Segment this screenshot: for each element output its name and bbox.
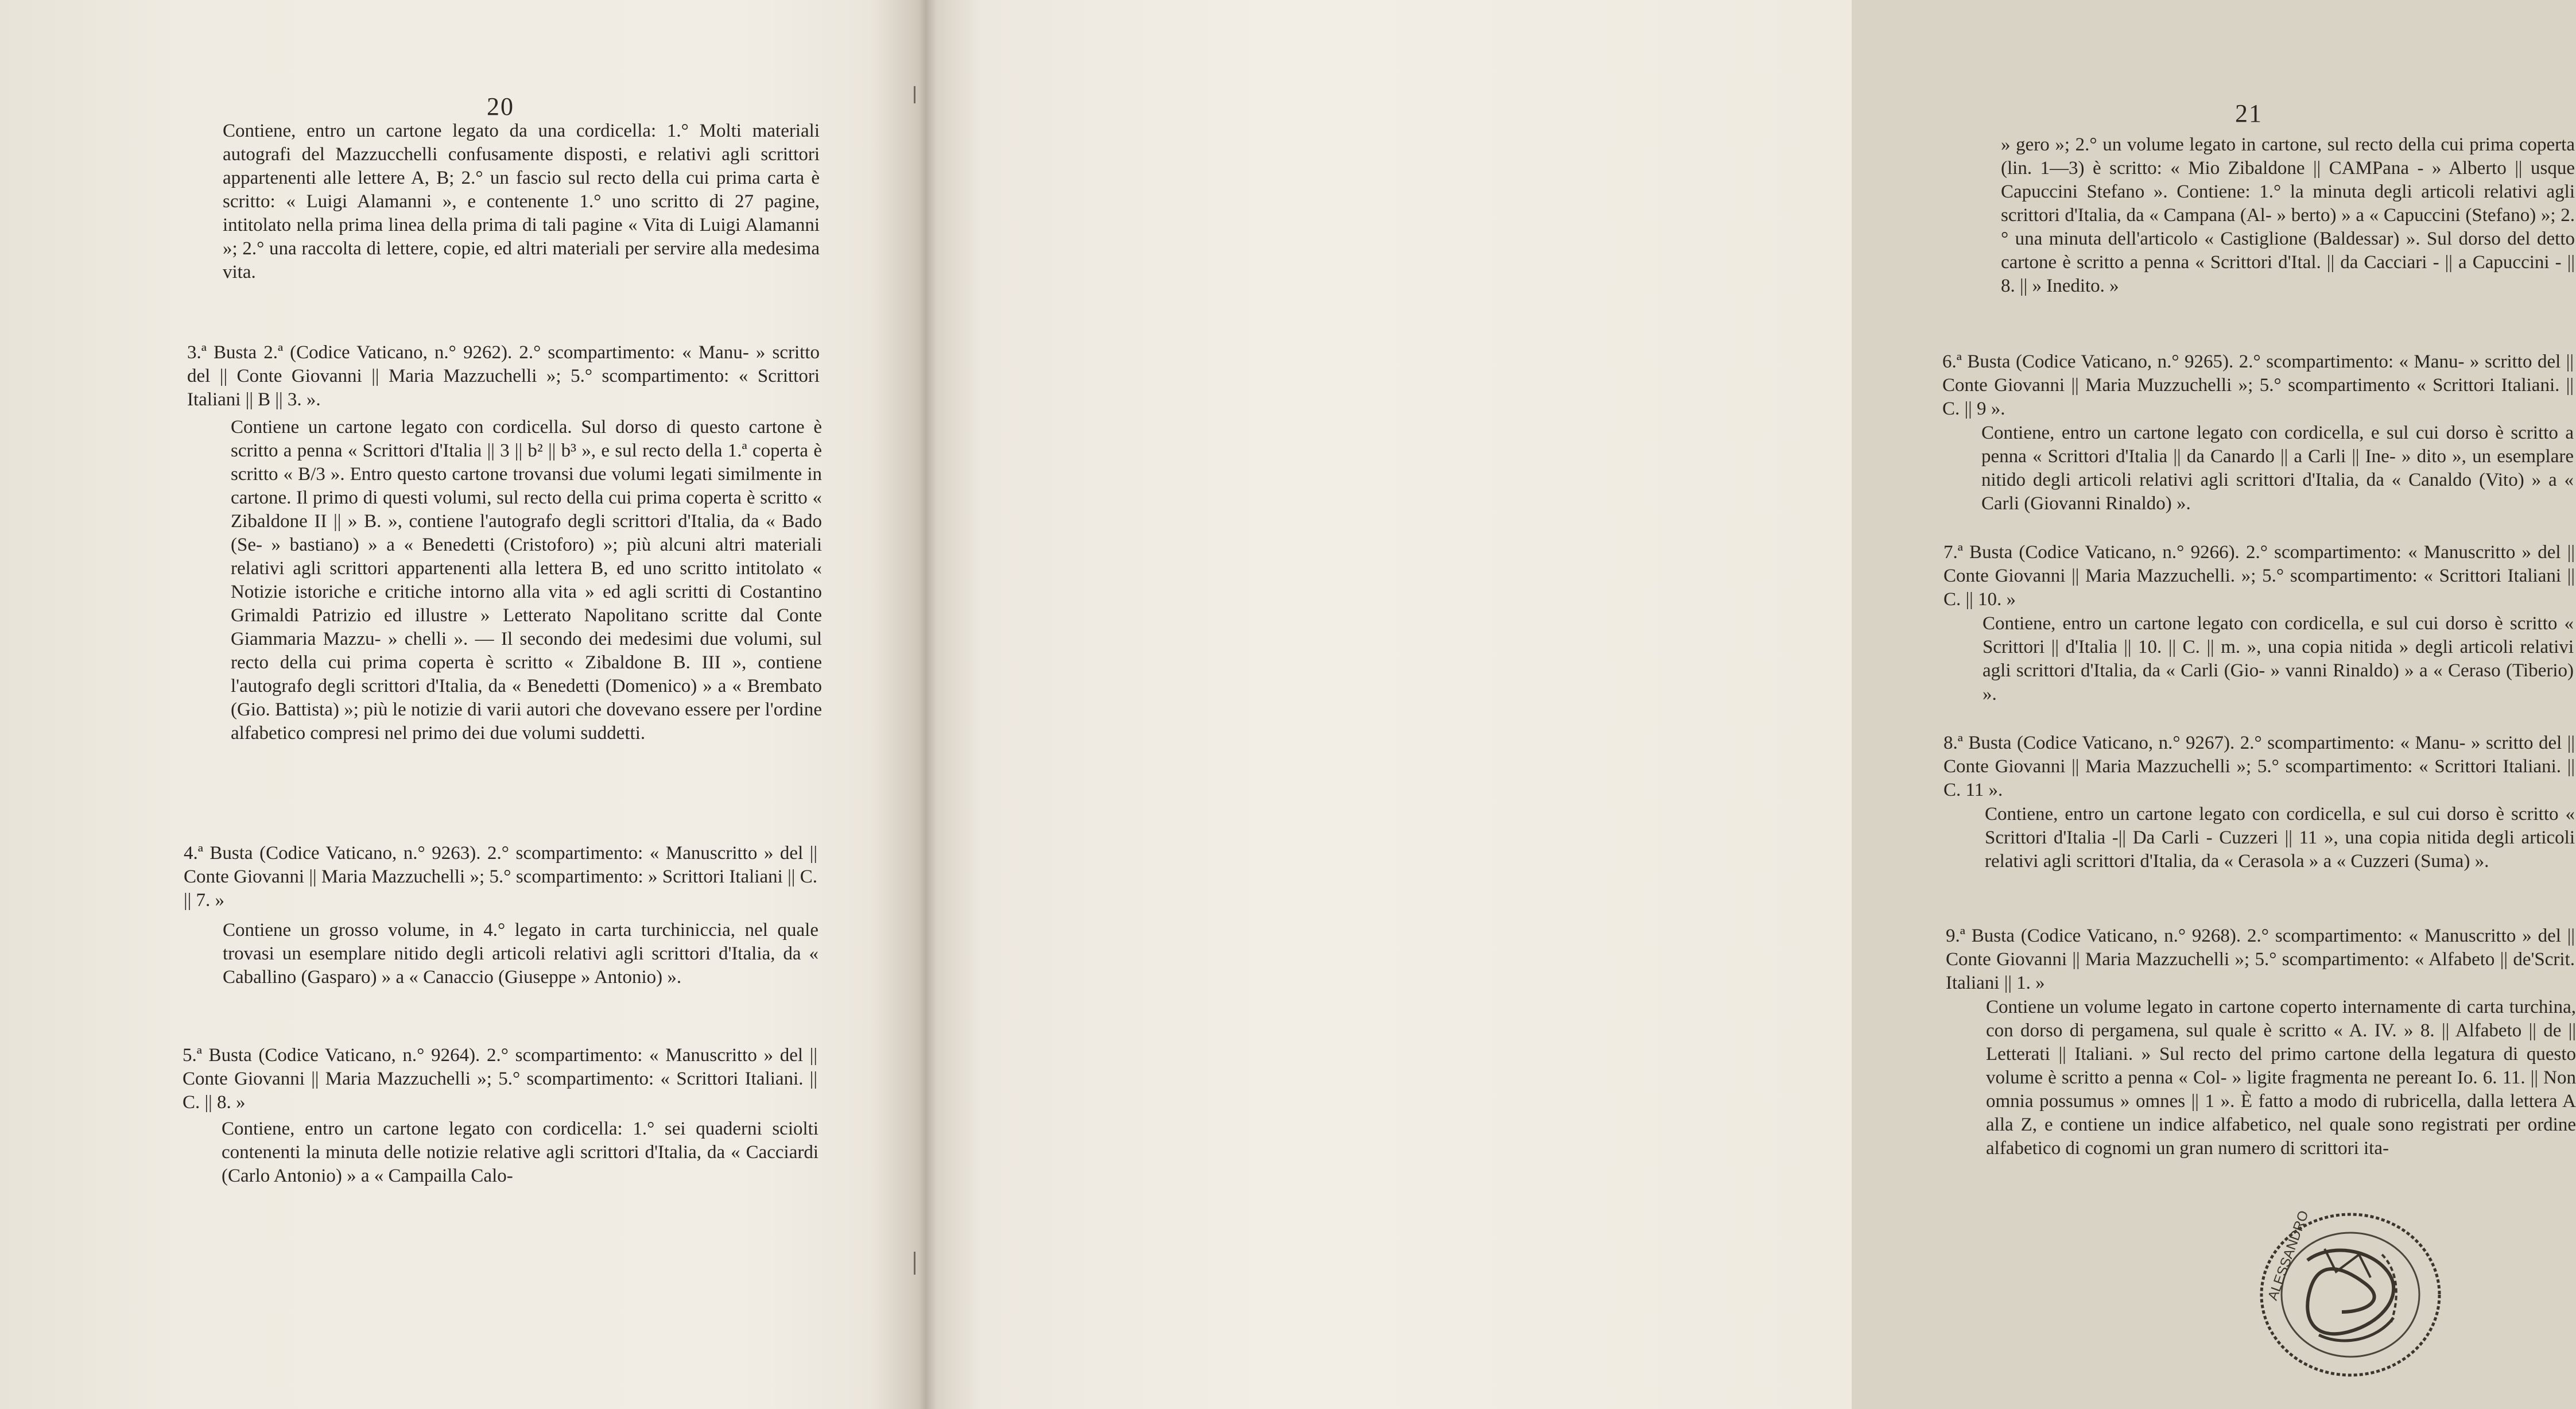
left-intro-paragraph: Contiene, entro un cartone legato da una cordicella: 1.° Molti materiali autografi del Mazzucchelli confusamente disposti, e relativi agli scrittori appartenenti alle lettere A, B; 2.° un fascio sul recto della cui prima carta è scritto: « Luigi Alamanni », e contenente 1.° uno scritto di 27 pagine, intitolato nella prima linea della prima di tali pagine « Vita di Luigi Alamanni »; 2.° una raccolta di lettere, copie, ed altri materiali per servire alla medesima vita.: [223, 121, 820, 282]
right-page-number: 21: [2235, 99, 2263, 127]
right-intro-paragraph: » gero »; 2.° un volume legato in cartone, sul recto della cui prima coperta (lin. 1—3) è scritto: « Mio Zibaldone || CAMPana - » Alberto || usque Capuccini Stefano ». Contiene: 1.° la minuta degli articoli relativi agli scrittori d'Italia, da « Campana (Al- » berto) » a « Capuccini (Stefano) »; 2.° una minuta dell'articolo « Castiglione (Baldessar) ». Sul dorso del detto cartone è scritto a penna « Scrittori d'Ital. || da Cacciari - || a Capuccini - || 8. || » Inedito. »: [2001, 134, 2575, 296]
left-page-number: 20: [487, 92, 514, 121]
entry-6-heading: 6.ª Busta (Codice Vaticano, n.° 9265). 2.° scompartimento: « Manu- » scritto del || Conte Giovanni || Maria Muzzuchelli »; 5.° scompartimento « Scrittori Italiani. || C. || 9 ».: [1942, 351, 2574, 419]
entry-7-heading: 7.ª Busta (Codice Vaticano, n.° 9266). 2.° scompartimento: « Manuscritto » del || Conte Giovanni || Maria Mazzuchelli. »; 5.° scompartimento: « Scrittori Italiani || C. || 10. »: [1943, 542, 2575, 610]
entry-8-body: Contiene, entro un cartone legato con cordicella, e sul cui dorso è scritto « Scrittori d'Italia -|| Da Carli - Cuzzeri || 11 », una copia nitida degli articoli relativi agli scrittori d'Italia, da « Cerasola » a « Cuzzeri (Suma) ».: [1985, 804, 2575, 872]
left-page: [0, 0, 918, 1409]
entry-3-heading: 3.ª Busta 2.ª (Codice Vaticano, n.° 9262). 2.° scompartimento: « Manu- » scritto del || Conte Giovanni || Maria Mazzuchelli »; 5.° scompartimento: « Scrittori Italiani || B || 3. ».: [187, 342, 820, 410]
entry-9-heading: 9.ª Busta (Codice Vaticano, n.° 9268). 2.° scompartimento: « Manuscritto » del || Conte Giovanni || Maria Mazzuchelli »; 5.° scompartimento: « Alfabeto || de'Scrit. Italiani || 1. »: [1946, 926, 2575, 993]
entry-4-heading: 4.ª Busta (Codice Vaticano, n.° 9263). 2.° scompartimento: « Manuscritto » del || Conte Giovanni || Maria Mazzuchelli »; 5.° scompartimento: » Scrittori Italiani || C. || 7. »: [184, 843, 817, 911]
entry-4-body: Contiene un grosso volume, in 4.° legato in carta turchiniccia, nel quale trovasi un esemplare nitido degli articoli relativi agli scrittori d'Italia, da « Caballino (Gasparo) » a « Canaccio (Giuseppe » Antonio) ».: [223, 920, 818, 988]
gutter-mark-bottom: [914, 1252, 915, 1275]
entry-7-body: Contiene, entro un cartone legato con cordicella, e sul cui dorso è scritto « Scrittori || d'Italia || 10. || C. || m. », una copia nitida » degli articoli relativi agli scrittori d'Italia, da « Carli (Gio- » vanni Rinaldo) » a « Ceraso (Tiberio) ».: [1983, 613, 2574, 704]
entry-5-body: Contiene, entro un cartone legato con cordicella: 1.° sei quaderni sciolti contenenti la minuta delle notizie relative agli scrittori d'Italia, da « Cacciardi (Carlo Antonio) » a « Campailla Calo-: [222, 1118, 818, 1186]
entry-3-body: Contiene un cartone legato con cordicella. Sul dorso di questo cartone è scritto a penna « Scrittori d'Italia || 3 || b² || b³ », e sul recto della 1.ª coperta è scritto « B/3 ». Entro questo cartone trovansi due volumi legati similmente in cartone. Il primo di questi volumi, sul recto della cui prima coperta è scritto « Zibaldone II || » B. », contiene l'autografo degli scrittori d'Italia, da « Bado (Se- » bastiano) » a « Benedetti (Cristoforo) »; più alcuni altri materiali relativi agli scrittori appartenenti alla lettera B, ed uno scritto intitolato « Notizie istoriche e critiche intorno alla vita » ed agli scritti di Costantino Grimaldi Patrizio ed illustre » Letterato Napolitano scritte dal Conte Giammaria Mazzu- » chelli ». — Il secondo dei medesimi due volumi, sul recto della cui prima coperta è scritto « Zibaldone B. III », contiene l'autografo degli scrittori d'Italia, da « Benedetti (Domenico) » a « Brembato (Gio. Battista) »; più le notizie di varii autori che dovevano essere per l'ordine alfabetico compresi nel primo dei due volumi suddetti.: [231, 417, 822, 744]
entry-5-heading: 5.ª Busta (Codice Vaticano, n.° 9264). 2.° scompartimento: « Manuscritto » del || Conte Giovanni || Maria Mazzuchelli »; 5.° scompartimento: « Scrittori Italiani. || C. || 8. »: [183, 1045, 817, 1113]
entry-9-body: Contiene un volume legato in cartone coperto internamente di carta turchina, con dorso di pergamena, sul quale è scritto « A. IV. » 8. || Alfabeto || de || Letterati || Italiani. » Sul recto del primo cartone della legatura di questo volume è scritto a penna « Col- » ligite fragmenta ne pereant Io. 6. 11. || Non omnia possumus » omnes || 1 ». È fatto a modo di rubricella, dalla lettera A alla Z, e contiene un indice alfabetico, nel quale sono registrati per ordine alfabetico di cognomi un gran numero di scrittori ita-: [1986, 997, 2576, 1159]
right-page: [918, 0, 2576, 1409]
gutter-mark-top: [914, 86, 915, 103]
library-stamp-seal: [2256, 1209, 2445, 1381]
entry-8-heading: 8.ª Busta (Codice Vaticano, n.° 9267). 2.° scompartimento: « Manu- » scritto del || Conte Giovanni || Maria Mazzuchelli »; 5.° scompartimento: « Scrittori Italiani. || C. 11 ».: [1943, 733, 2575, 800]
entry-6-body: Contiene, entro un cartone legato con cordicella, e sul cui dorso è scritto a penna « Scrittori d'Italia || da Canardo || a Carli || Ine- » dito », un esemplare nitido degli articoli relativi agli scrittori d'Italia, da « Canaldo (Vito) » a « Carli (Giovanni Rinaldo) ».: [1981, 423, 2574, 514]
stamp-text: ALESSANDRO: [2265, 1208, 2312, 1303]
